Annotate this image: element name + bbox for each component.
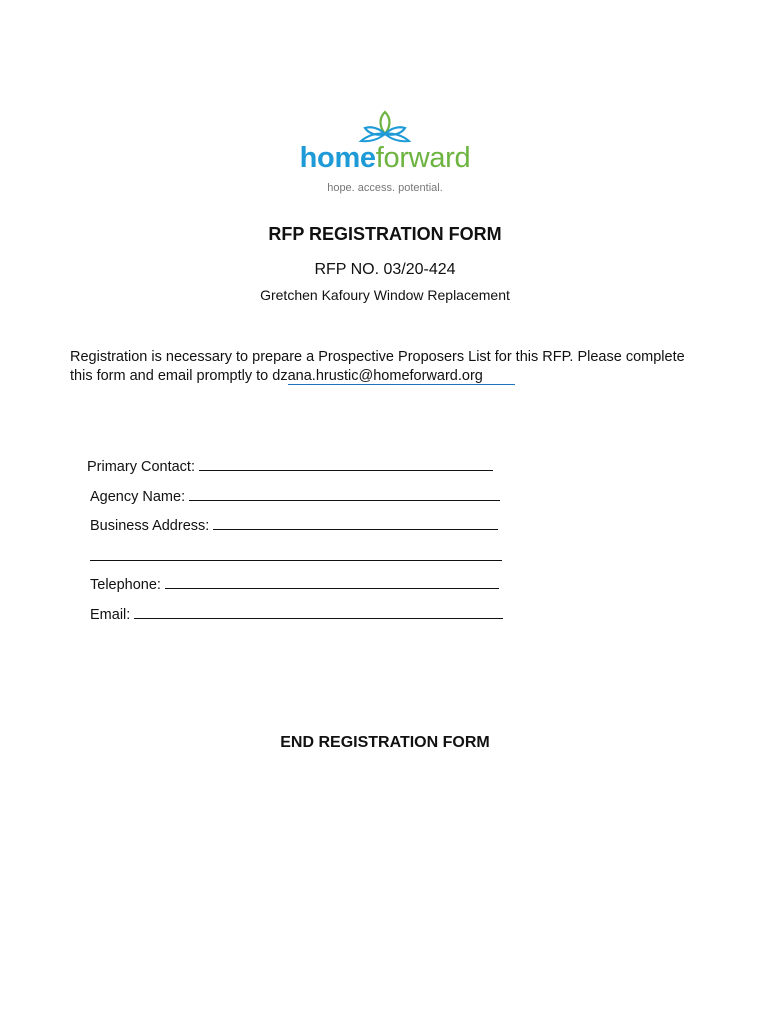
project-name: Gretchen Kafoury Window Replacement [260, 287, 510, 303]
email-line[interactable] [134, 604, 503, 619]
agency-name-line[interactable] [189, 486, 500, 501]
business-address-line[interactable] [213, 515, 498, 530]
intro-paragraph [70, 348, 710, 386]
brand-name [0, 142, 770, 175]
tagline: hope. access. potential. [327, 182, 443, 194]
telephone-line[interactable] [165, 574, 499, 589]
primary-contact-line[interactable] [199, 456, 493, 471]
telephone-field[interactable] [90, 574, 499, 593]
email-label: Email: [90, 607, 131, 623]
primary-contact-label: Primary Contact: [87, 459, 195, 475]
business-address-label: Business Address: [90, 518, 210, 534]
end-registration-form: END REGISTRATION FORM [280, 734, 490, 751]
primary-contact-field[interactable] [87, 456, 493, 475]
brand-home: home [299, 142, 376, 174]
business-address-line-2[interactable] [90, 546, 502, 565]
rfp-number: RFP NO. 03/20-424 [314, 261, 456, 278]
business-address-line-2-rule[interactable] [90, 546, 502, 561]
agency-name-field[interactable] [90, 486, 500, 505]
intro-text: Registration is necessary to prepare a Prospective Proposers List for this RFP. Please complete this form and email promptly to dz [70, 349, 685, 384]
logo [0, 108, 770, 144]
telephone-label: Telephone: [90, 577, 161, 593]
email-link[interactable]: ana.hrustic@homeforward.org [288, 368, 515, 385]
lotus-icon [357, 108, 413, 144]
agency-name-label: Agency Name: [90, 489, 186, 505]
business-address-field[interactable] [90, 515, 498, 534]
brand-forward: forward [375, 142, 471, 174]
email-field[interactable] [90, 604, 503, 623]
form-title: RFP REGISTRATION FORM [268, 224, 502, 244]
